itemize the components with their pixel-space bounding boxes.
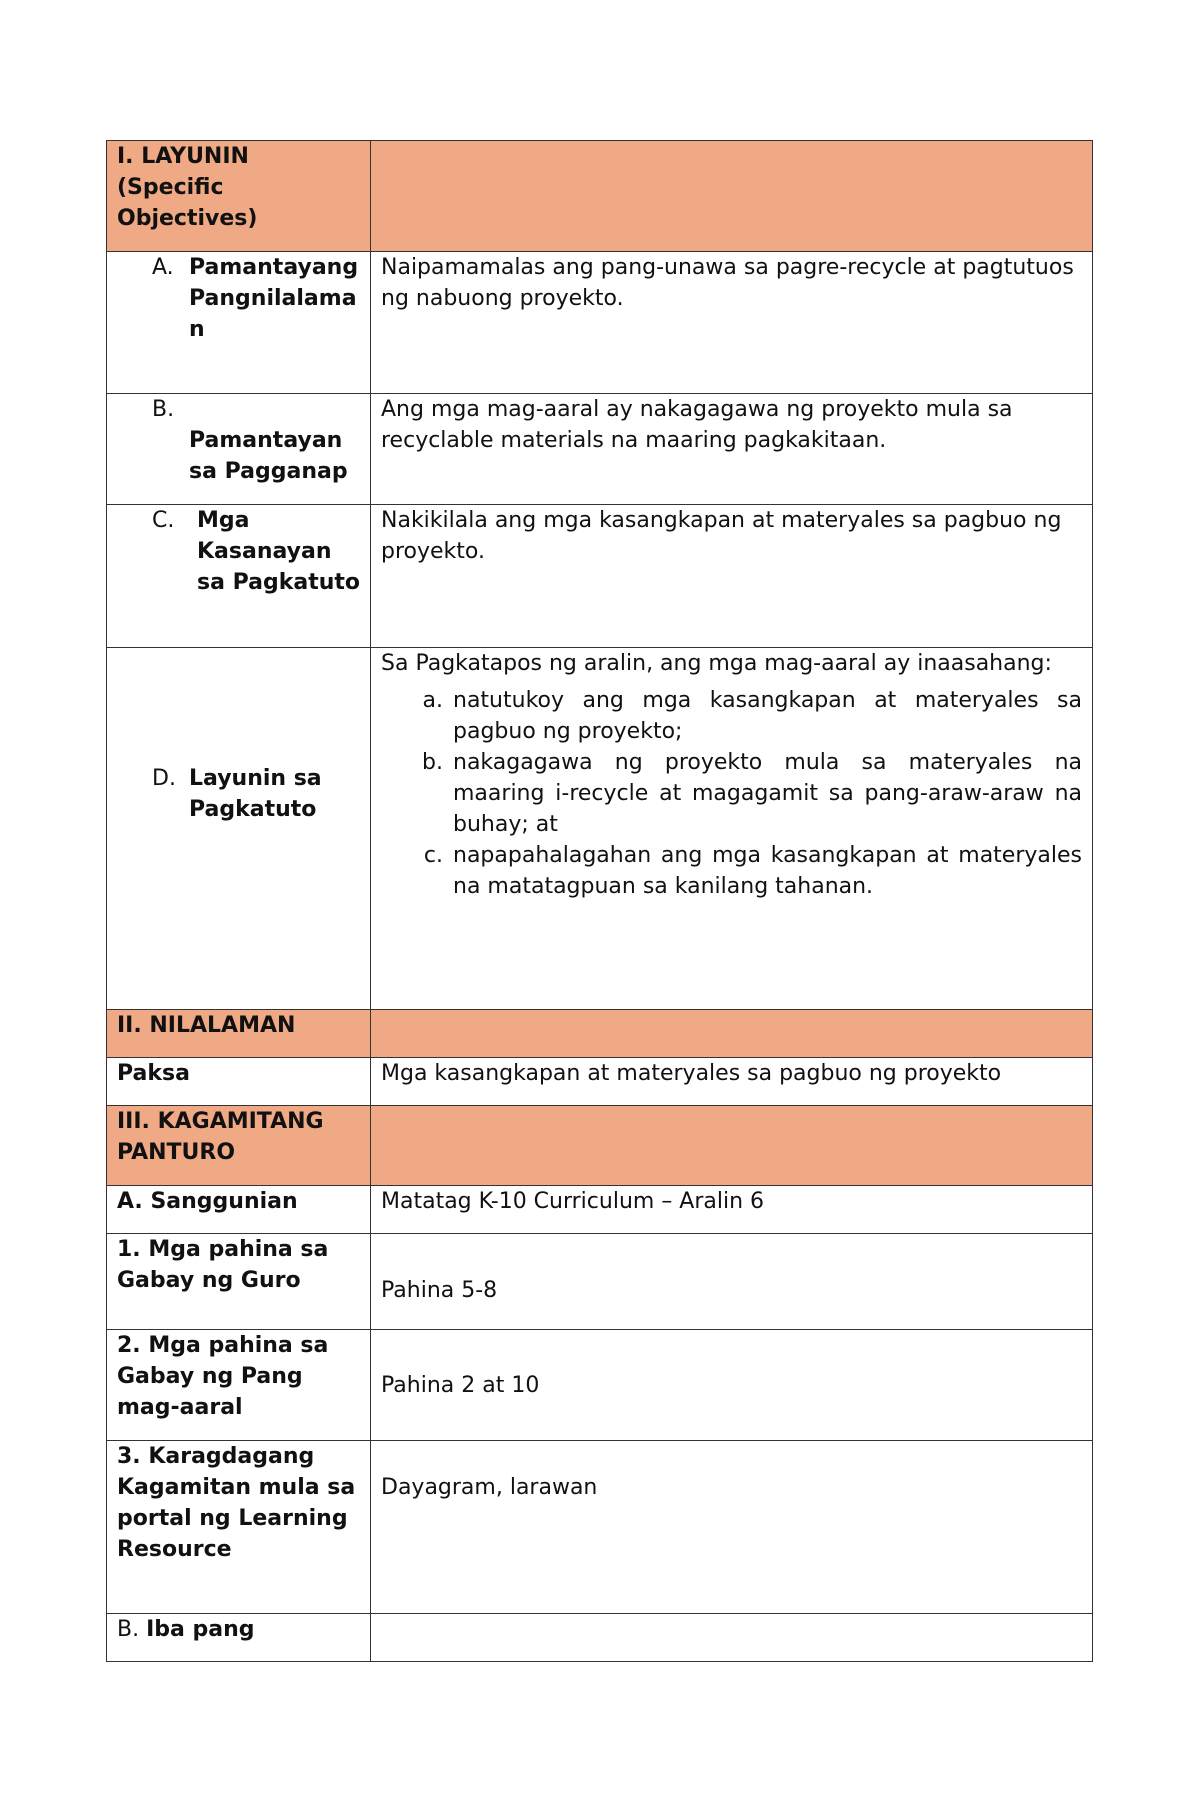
objective-item: a. natutukoy ang mga kasangkapan at materyales sa pagbuo ng proyekto; (422, 688, 1082, 744)
row-karagdagang-kagamitan (107, 1441, 1093, 1614)
row-pamantayan-pagganap (107, 394, 1093, 505)
objectives-intro: Sa Pagkatapos ng aralin, ang mga mag-aaral ay inaasahang: (381, 651, 1052, 676)
row-content-cell (371, 1614, 1093, 1662)
row-content-cell: Dayagram, larawan (371, 1441, 1093, 1614)
section-header-kagamitan (107, 1106, 1093, 1186)
row-label-cell: A. Sanggunian (107, 1186, 371, 1234)
row-sanggunian (107, 1186, 1093, 1234)
section-title-kagamitan: III. KAGAMITANG PANTURO (107, 1106, 371, 1186)
row-kasanayan (107, 505, 1093, 648)
row-content-cell: Naipamamalas ang pang-unawa sa pagre-recycle at pagtutuos ng nabuong proyekto. (371, 252, 1093, 394)
row-iba-pang (107, 1614, 1093, 1662)
objective-item: c. napapahalagahan ang mga kasangkapan at materyales na matatagpuan sa kanilang tahanan. (423, 843, 1082, 899)
row-label-cell: A. Pamantayang Pangnilalaman (107, 252, 371, 394)
objective-item: b. nakagagawa ng proyekto mula sa materyales na maaring i-recycle at magagamit sa pang-araw-araw na buhay; at (422, 750, 1082, 837)
row-label-cell: C. Mga Kasanayan sa Pagkatuto (107, 505, 371, 648)
section-header-nilalaman (107, 1010, 1093, 1058)
section-header-empty-cell (371, 1010, 1093, 1058)
row-content-cell: Pahina 5-8 (371, 1234, 1093, 1330)
row-gabay-guro (107, 1234, 1093, 1330)
row-pamantayan-pangnilalaman (107, 252, 1093, 394)
section-header-layunin (107, 141, 1093, 252)
row-layunin-pagkatuto (107, 648, 1093, 1010)
row-content-cell: Matatag K-10 Curriculum – Aralin 6 (371, 1186, 1093, 1234)
row-label-cell: D. Layunin sa Pagkatuto (107, 648, 371, 1010)
row-label-cell: B. Iba pang (107, 1614, 371, 1662)
row-paksa (107, 1058, 1093, 1106)
row-content-cell: Mga kasangkapan at materyales sa pagbuo ng proyekto (371, 1058, 1093, 1106)
objectives-list (381, 685, 1082, 902)
row-label-cell: 3. Karagdagang Kagamitan mula sa portal ng Learning Resource (107, 1441, 371, 1614)
row-content-cell: Pahina 2 at 10 (371, 1330, 1093, 1441)
row-label-cell: 2. Mga pahina sa Gabay ng Pang mag-aaral (107, 1330, 371, 1441)
row-label-cell: 1. Mga pahina sa Gabay ng Guro (107, 1234, 371, 1330)
row-label-cell: Paksa (107, 1058, 371, 1106)
section-title-nilalaman: II. NILALAMAN (107, 1010, 371, 1058)
row-content-cell (371, 648, 1093, 1010)
section-title-layunin: I. LAYUNIN (Specific Objectives) (107, 141, 371, 252)
row-gabay-mag-aaral (107, 1330, 1093, 1441)
section-header-empty-cell (371, 141, 1093, 252)
lesson-plan-table (106, 140, 1093, 1662)
row-label-cell: B. Pamantayan sa Pagganap (107, 394, 371, 505)
section-header-empty-cell (371, 1106, 1093, 1186)
row-content-cell: Nakikilala ang mga kasangkapan at materyales sa pagbuo ng proyekto. (371, 505, 1093, 648)
row-content-cell: Ang mga mag-aaral ay nakagagawa ng proyekto mula sa recyclable materials na maaring pagkakitaan. (371, 394, 1093, 505)
